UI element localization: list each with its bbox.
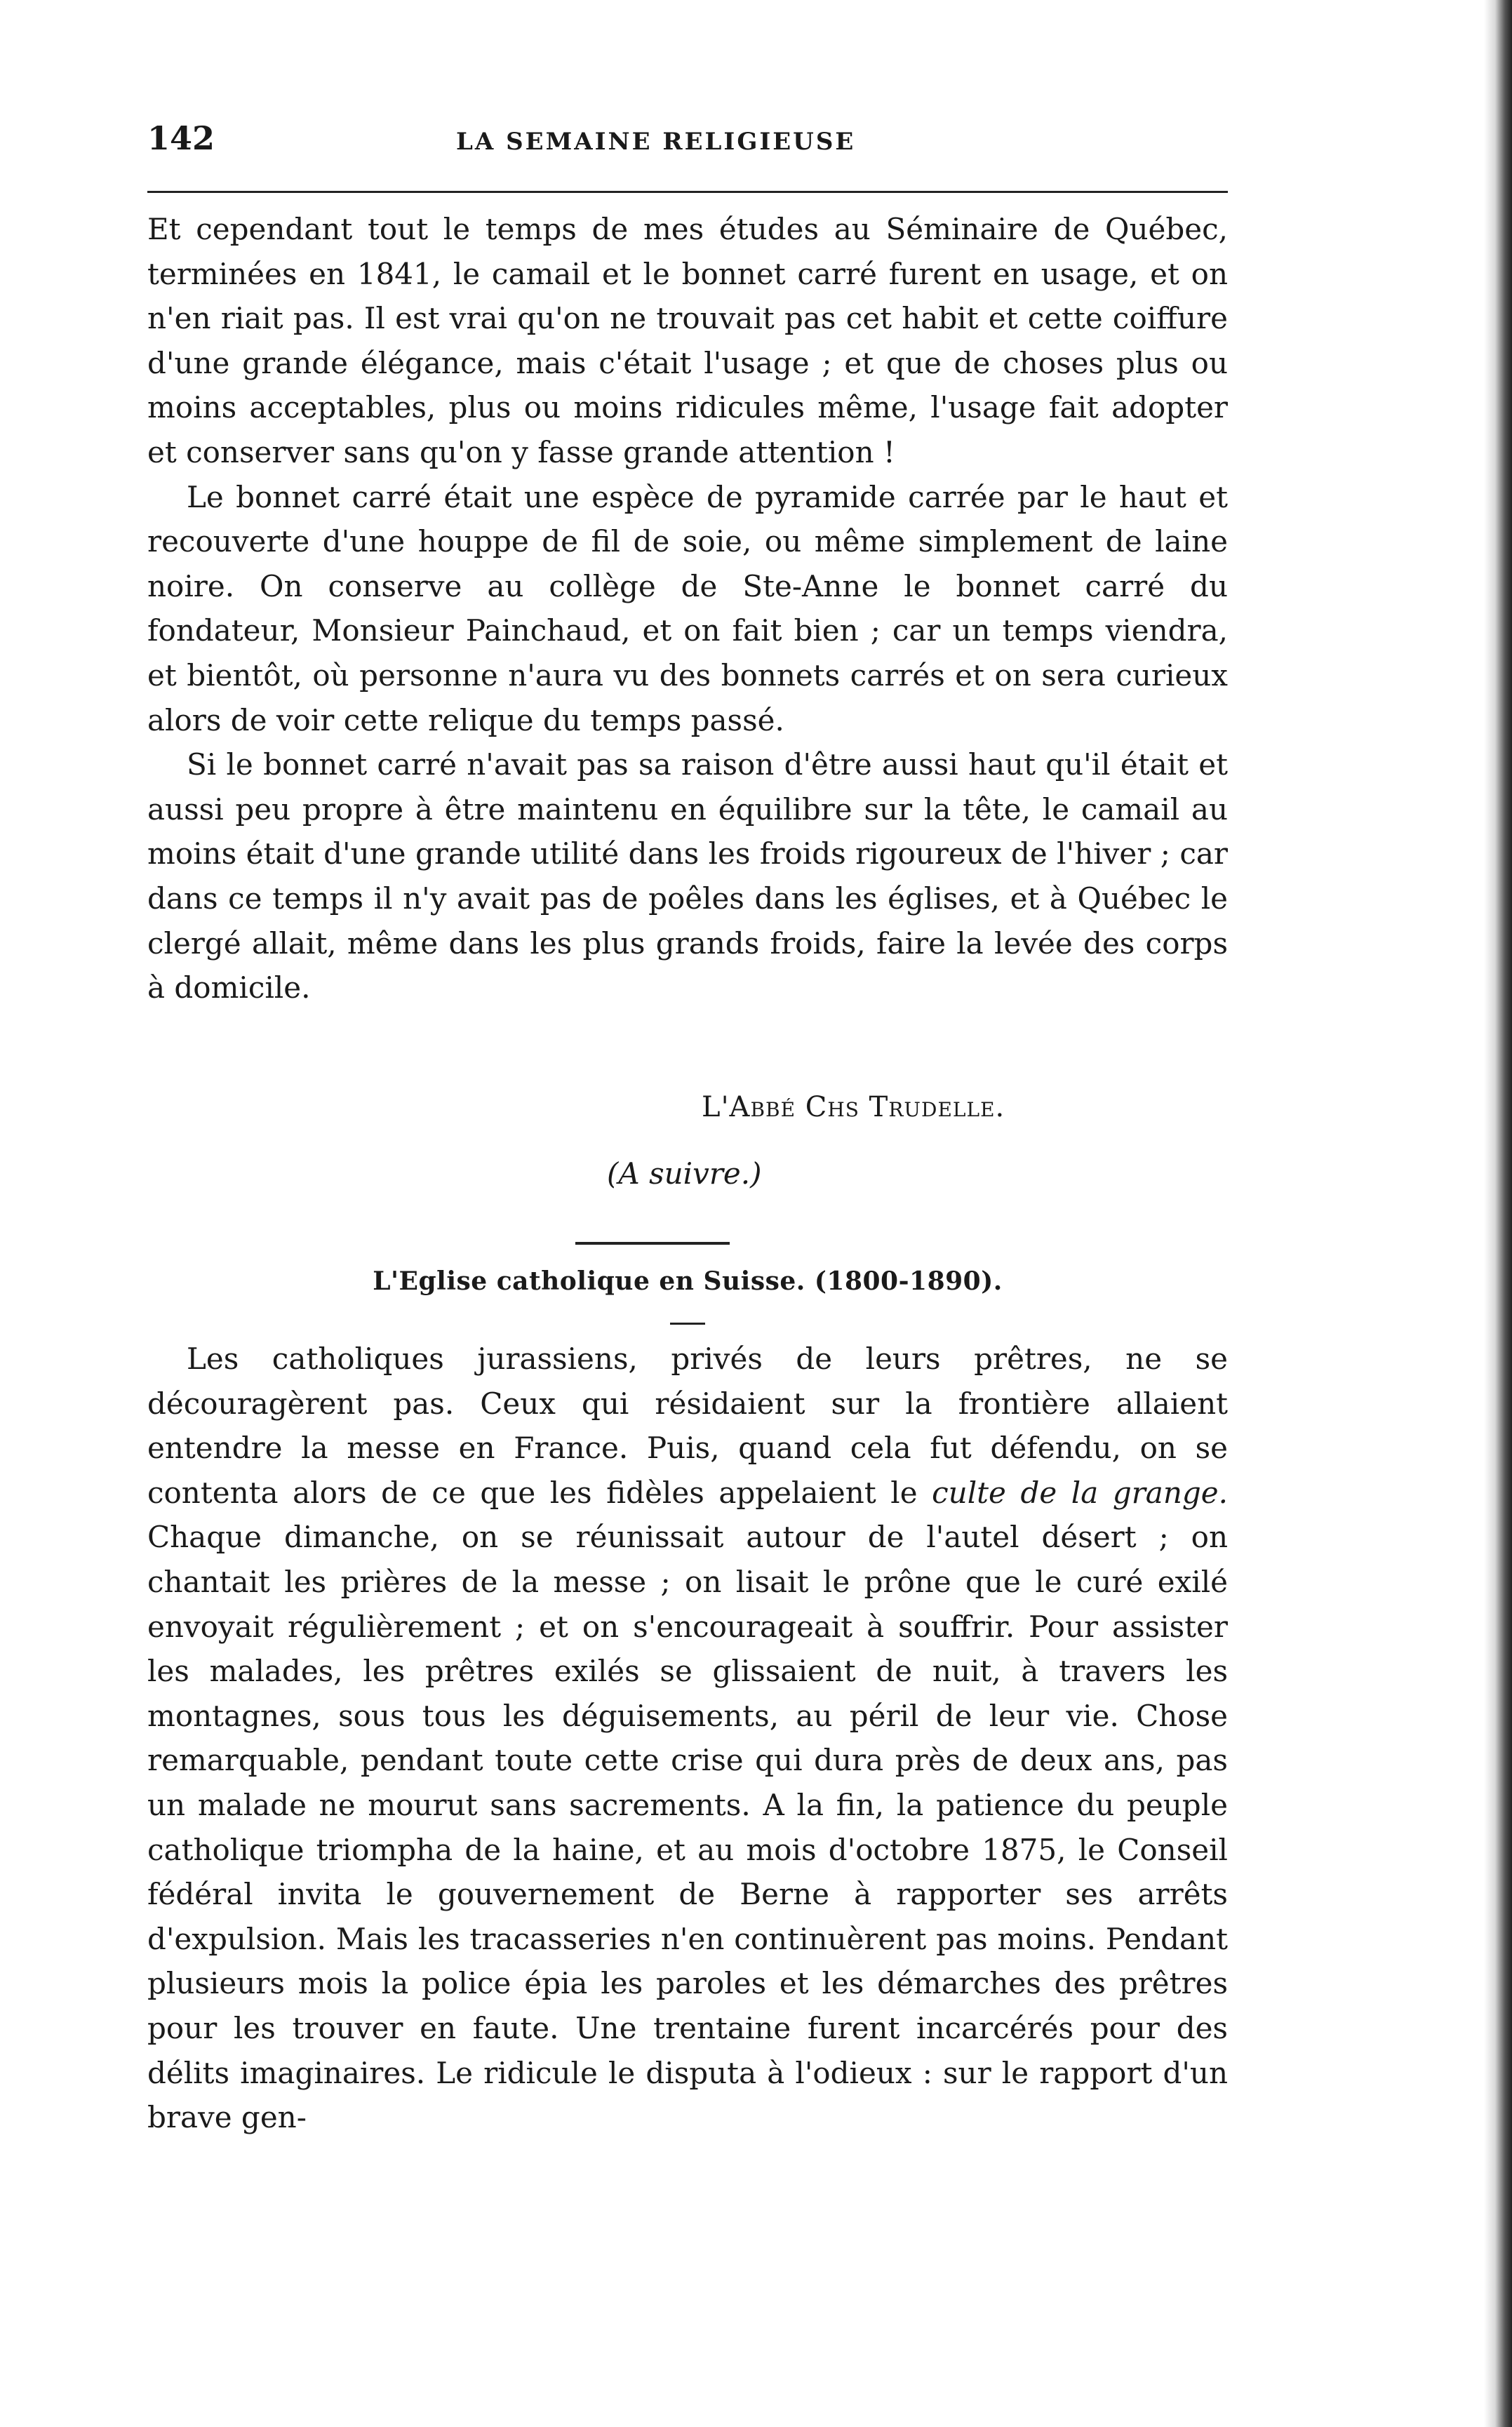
journal-title: LA SEMAINE RELIGIEUSE [456,128,856,156]
page-number: 142 [147,119,215,157]
paragraph-4-start: Les catholiques jurassiens, privés de leurs prêtres, ne se découragèrent pas. Ceux qui résidaient sur la frontière allaient entendre la messe en France. Puis, quand cela fut défendu, on se contenta alors de ce que les fidèles appelaient le [147,1342,1228,1510]
italic-phrase: culte de la grange. [932,1475,1228,1510]
paragraph-4-rest: Chaque dimanche, on se réunissait autour de l'autel désert ; on chantait les prières de la messe ; on lisait le prône que le curé exilé envoyait régulièrement ; et on s'encourageait à souffrir. Pour assister les malades, les prêtres exilés se glissaient de nuit, à travers les montagnes, sous tous les déguisements, au péril de leur vie. Chose remarquable, pendant toute cette crise qui dura près de deux ans, pas un malade ne mourut sans sacrements. A la fin, la patience du peuple catholique triompha de la haine, et au mois d'octobre 1875, le Conseil fédéral invita le gouvernement de Berne à rapporter ses arrêts d'expulsion. Mais les tracasseries n'en continuèrent pas moins. Pendant plusieurs mois la police épia les paroles et les démarches des prêtres pour les trouver en faute. Une trentaine furent incarcérés pour des délits imaginaires. Le ridicule le disputa à l'odieux : sur le rapport d'un brave gen- [147,1520,1228,2135]
section-separator [575,1242,730,1245]
paragraph-3: Si le bonnet carré n'avait pas sa raison d'être aussi haut qu'il était et aussi peu propre à être maintenu en équilibre sur la tête, le camail au moins était d'une grande utilité dans les froids rigoureux de l'hiver ; car dans ce temps il n'y avait pas de poêles dans les églises, et à Québec le clergé allait, même dans les plus grands froids, faire la levée des corps à domicile. [147,747,1228,1005]
page-edge-shadow [1484,0,1512,2427]
running-head [147,119,1228,168]
paragraph-2: Le bonnet carré était une espèce de pyramide carrée par le haut et recouverte d'une houppe de fil de soie, ou même simplement de laine noire. On conserve au collège de Ste-Anne le bonnet carré du fondateur, Monsieur Painchaud, et on fait bien ; car un temps viendra, et bientôt, où personne n'aura vu des bonnets carrés et on sera curieux alors de voir cette relique du temps passé. [147,479,1228,737]
title-rule [670,1323,705,1325]
paragraph-1: Et cependant tout le temps de mes études au Séminaire de Québec, terminées en 1841, le camail et le bonnet carré furent en usage, et on n'en riait pas. Il est vrai qu'on ne trouvait pas cet habit et cette coiffure d'une grande élégance, mais c'était l'usage ; et que de choses plus ou moins acceptables, plus ou moins ridicules même, l'usage fait adopter et conserver sans qu'on y fasse grande attention ! [147,212,1228,469]
author-signature: L'Abbé Chs Trudelle. [702,1091,1005,1123]
paragraph-4 [147,1337,1228,2140]
new-article-body [147,1337,1228,2140]
header-rule [147,191,1228,193]
previous-article-body [147,207,1228,1010]
to-be-continued: (A suivre.) [607,1156,762,1191]
article-title: L'Eglise catholique en Suisse. (1800-1890). [373,1266,1003,1296]
